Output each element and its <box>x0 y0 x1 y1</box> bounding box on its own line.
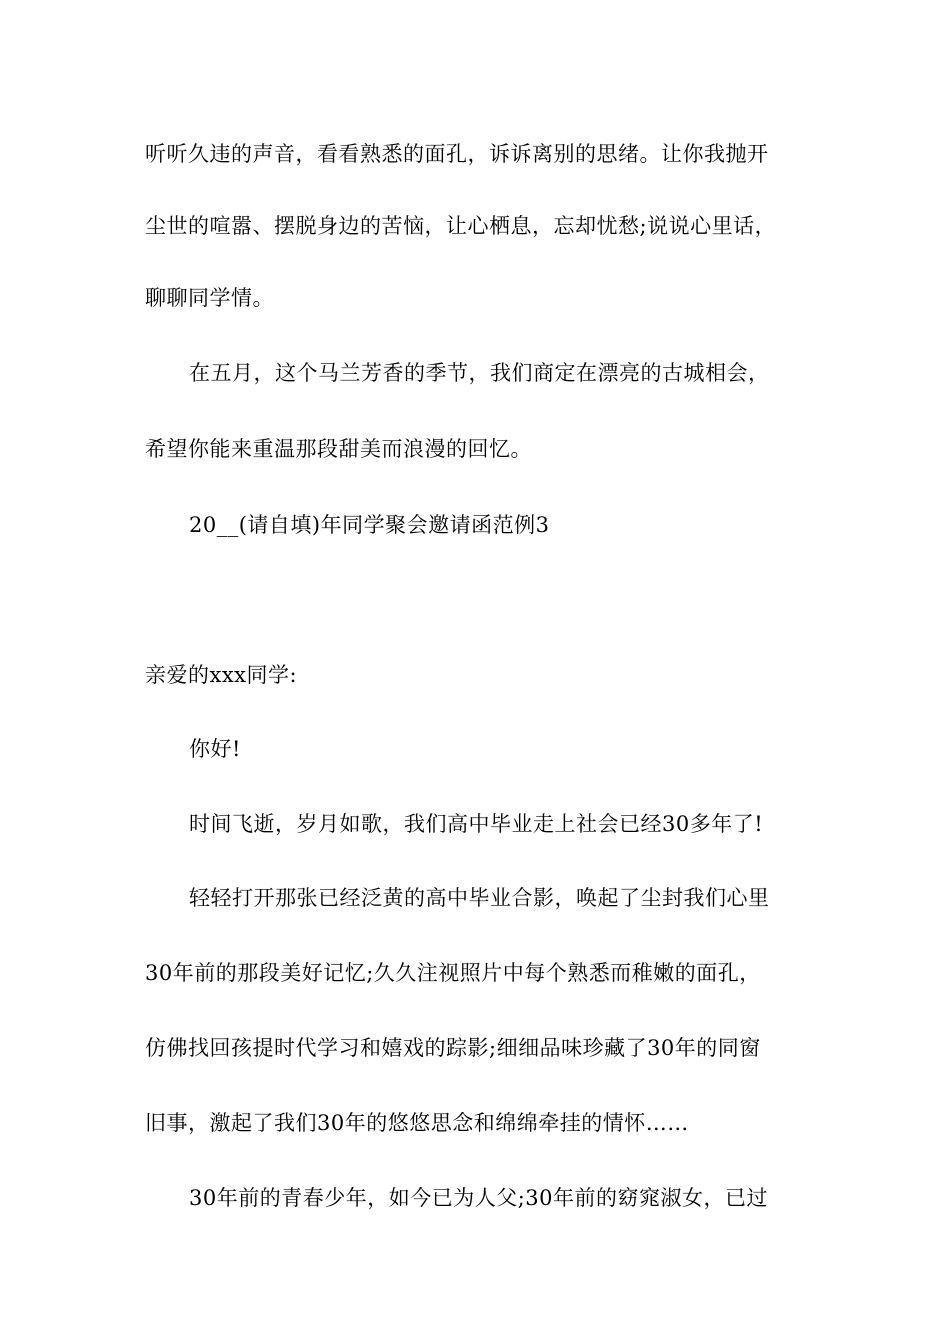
paragraph-1-line-3: 聊聊同学情。 <box>145 286 274 310</box>
salutation: 亲爱的xxx同学: <box>145 663 298 687</box>
paragraph-4-line-2: 30年前的那段美好记忆;久久注视照片中每个熟悉而稚嫩的面孔， <box>145 961 761 985</box>
paragraph-3-line-1: 时间飞逝，岁月如歌，我们高中毕业走上社会已经30多年了! <box>189 812 764 836</box>
paragraph-1-line-2: 尘世的喧嚣、摆脱身边的苦恼，让心栖息，忘却忧愁;说说心里话， <box>145 214 777 238</box>
paragraph-4-line-3: 仿佛找回孩提时代学习和嬉戏的踪影;细细品味珍藏了30年的同窗 <box>145 1036 761 1060</box>
paragraph-4-line-4: 旧事，激起了我们30年的悠悠思念和绵绵牵挂的情怀…… <box>145 1111 689 1135</box>
paragraph-5-line-1: 30年前的青春少年，如今已为人父;30年前的窈窕淑女，已过 <box>189 1186 769 1210</box>
paragraph-2-line-1: 在五月，这个马兰芳香的季节，我们商定在漂亮的古城相会， <box>189 361 770 385</box>
section-heading: 20__(请自填)年同学聚会邀请函范例3 <box>189 513 550 537</box>
paragraph-4-line-1: 轻轻打开那张已经泛黄的高中毕业合影，唤起了尘封我们心里 <box>189 886 770 910</box>
paragraph-2-line-2: 希望你能来重温那段甜美而浪漫的回忆。 <box>145 437 532 461</box>
greeting: 你好! <box>189 737 241 761</box>
paragraph-1-line-1: 听听久违的声音，看看熟悉的面孔，诉诉离别的思绪。让你我抛开 <box>145 142 769 166</box>
